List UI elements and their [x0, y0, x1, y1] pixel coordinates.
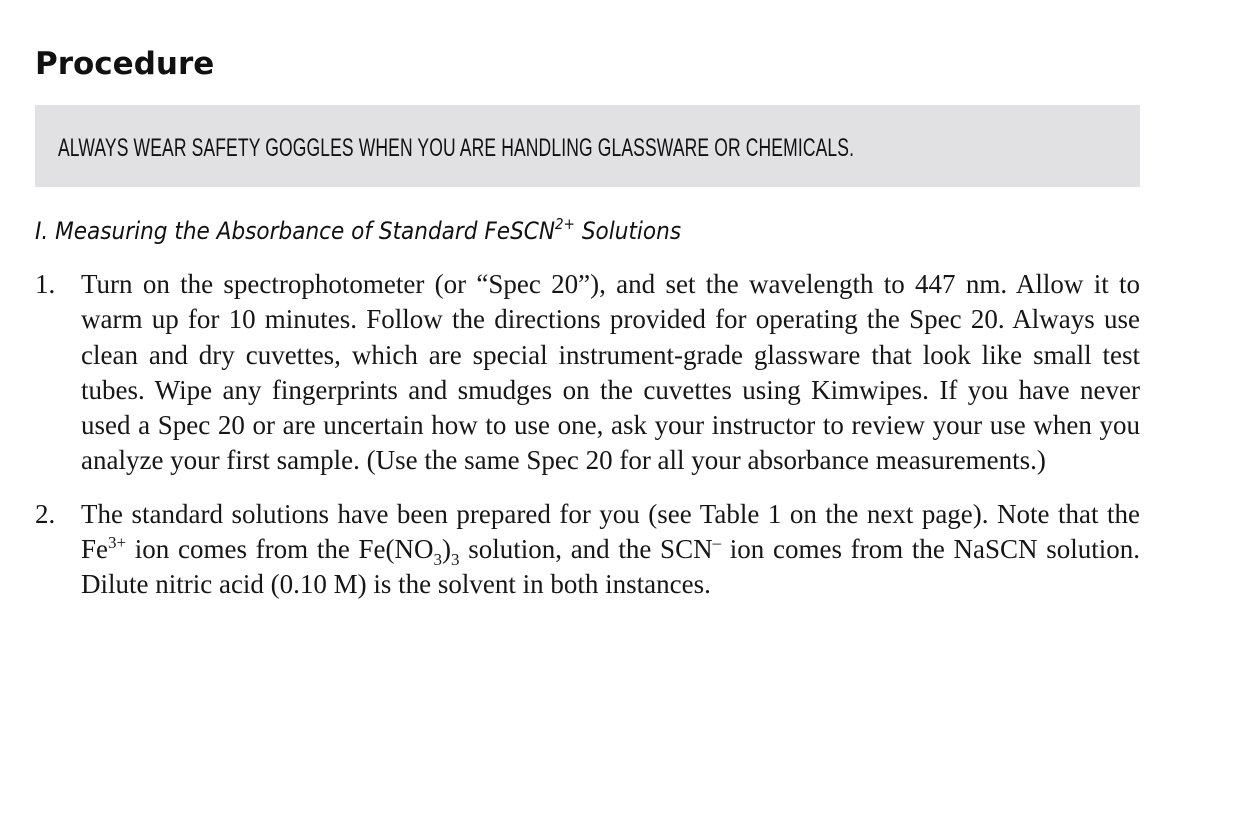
iron-ion-charge: 3+	[108, 533, 127, 553]
procedure-steps	[35, 267, 1140, 621]
step-text: Turn on the spectrophotometer (or “Spec 20”), and set the wavelength to 447 nm. Allow it to warm up for 10 minutes. Follow the directions provided for operating the Spec 20. Always use clean and dry cuvettes, which are special instrument-grade glassware that look like small test tubes. Wipe any fingerprints and smudges on the cuvettes using Kimwipes. If you have never used a Spec 20 or are uncertain how to use one, ask your instructor to review your use when you analyze your first sample. (Use the same Spec 20 for all your absorbance measurements.)	[81, 269, 1140, 476]
section-title	[35, 212, 681, 250]
page-heading: Procedure	[35, 46, 215, 82]
step-number: 1.	[35, 269, 56, 299]
section-title-prefix: I. Measuring the Absorbance of Standard FeSCN	[35, 217, 556, 245]
nitrate-count-subscript: 3	[451, 550, 460, 570]
step-text-part: The standard solutions have been prepared for you (see Table 1 on the next page). Note that the Fe	[81, 498, 1140, 565]
thiocyanate-charge: –	[712, 533, 722, 553]
step-text-part: solution, and the SCN	[459, 534, 713, 565]
safety-notice-box	[35, 105, 1140, 187]
section-title-suffix: Solutions	[574, 217, 682, 245]
step-text	[81, 497, 1140, 603]
step-text-part: ion comes from the NaSCN solution. Dilute nitric acid (0.10 M) is the solvent in both instances.	[81, 534, 1141, 600]
procedure-step-2	[35, 497, 1140, 603]
step-text-part: )	[442, 534, 452, 565]
step-number: 2.	[35, 498, 56, 529]
safety-notice-text: ALWAYS WEAR SAFETY GOGGLES WHEN YOU ARE HANDLING GLASSWARE OR CHEMICALS.	[58, 134, 855, 162]
nitrate-subscript: 3	[433, 550, 443, 570]
procedure-step-1	[35, 267, 1140, 479]
step-text-part: ion comes from the Fe(NO	[126, 534, 434, 565]
section-title-charge: 2+	[555, 215, 575, 233]
